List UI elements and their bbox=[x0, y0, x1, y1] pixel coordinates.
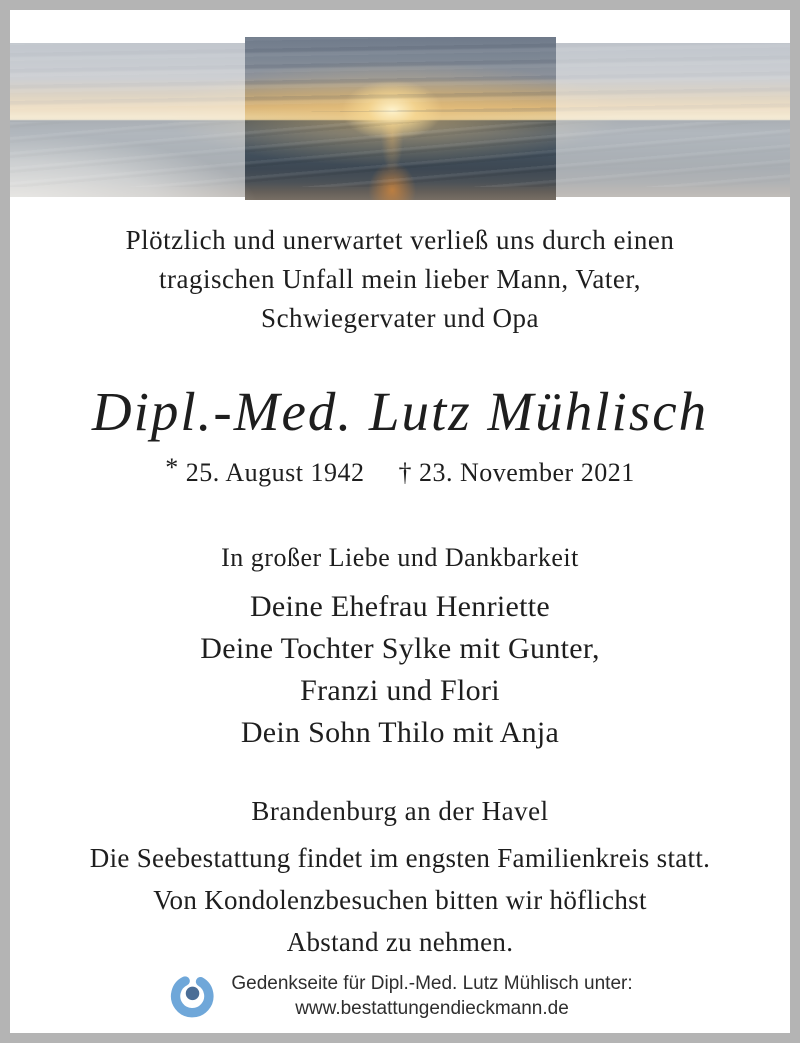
photo-faded-right-panel bbox=[556, 37, 790, 200]
birth-date-text: 25. August 1942 bbox=[185, 458, 365, 487]
death-notice-card bbox=[10, 10, 790, 1033]
beach-sunset-photo bbox=[10, 37, 790, 200]
funeral-line-3: Abstand zu nehmen. bbox=[286, 927, 514, 957]
life-dates bbox=[10, 451, 790, 489]
family-line-grandchildren: Franzi und Flori bbox=[300, 674, 500, 707]
birth-symbol: * bbox=[165, 453, 179, 482]
death-date-text: 23. November 2021 bbox=[418, 458, 635, 487]
family-line-daughter: Deine Tochter Sylke mit Gunter, bbox=[200, 632, 600, 665]
funeral-line-2: Von Kondolenzbesuchen bitten wir höflichst bbox=[153, 885, 647, 915]
family-line-son: Dein Sohn Thilo mit Anja bbox=[240, 716, 560, 749]
funeral-home-logo-icon bbox=[167, 970, 217, 1022]
deceased-name: Dipl.-Med. Lutz Mühlisch bbox=[91, 381, 709, 442]
city-line: Brandenburg an der Havel bbox=[251, 796, 549, 826]
memorial-text bbox=[231, 971, 632, 1021]
gratitude-line: In großer Liebe und Dankbarkeit bbox=[221, 543, 579, 572]
intro-line-3: Schwiegervater und Opa bbox=[261, 303, 539, 333]
memorial-url: www.bestattungendieckmann.de bbox=[295, 998, 569, 1019]
memorial-footer bbox=[10, 970, 790, 1022]
funeral-line-1: Die Seebestattung findet im engsten Familienkreis statt. bbox=[89, 843, 711, 873]
intro-text bbox=[10, 221, 790, 338]
birth-date bbox=[165, 453, 365, 487]
funeral-info bbox=[10, 837, 790, 963]
memorial-line: Gedenkseite für Dipl.-Med. Lutz Mühlisch unter: bbox=[231, 973, 633, 994]
intro-line-1: Plötzlich und unerwartet verließ uns durch einen bbox=[125, 225, 675, 255]
family-line-wife: Deine Ehefrau Henriette bbox=[249, 590, 551, 623]
photo-faded-left-panel bbox=[10, 37, 245, 200]
death-date bbox=[398, 458, 634, 487]
family-list bbox=[10, 586, 790, 754]
death-symbol: † bbox=[398, 458, 412, 487]
intro-line-2: tragischen Unfall mein lieber Mann, Vater, bbox=[158, 264, 642, 294]
